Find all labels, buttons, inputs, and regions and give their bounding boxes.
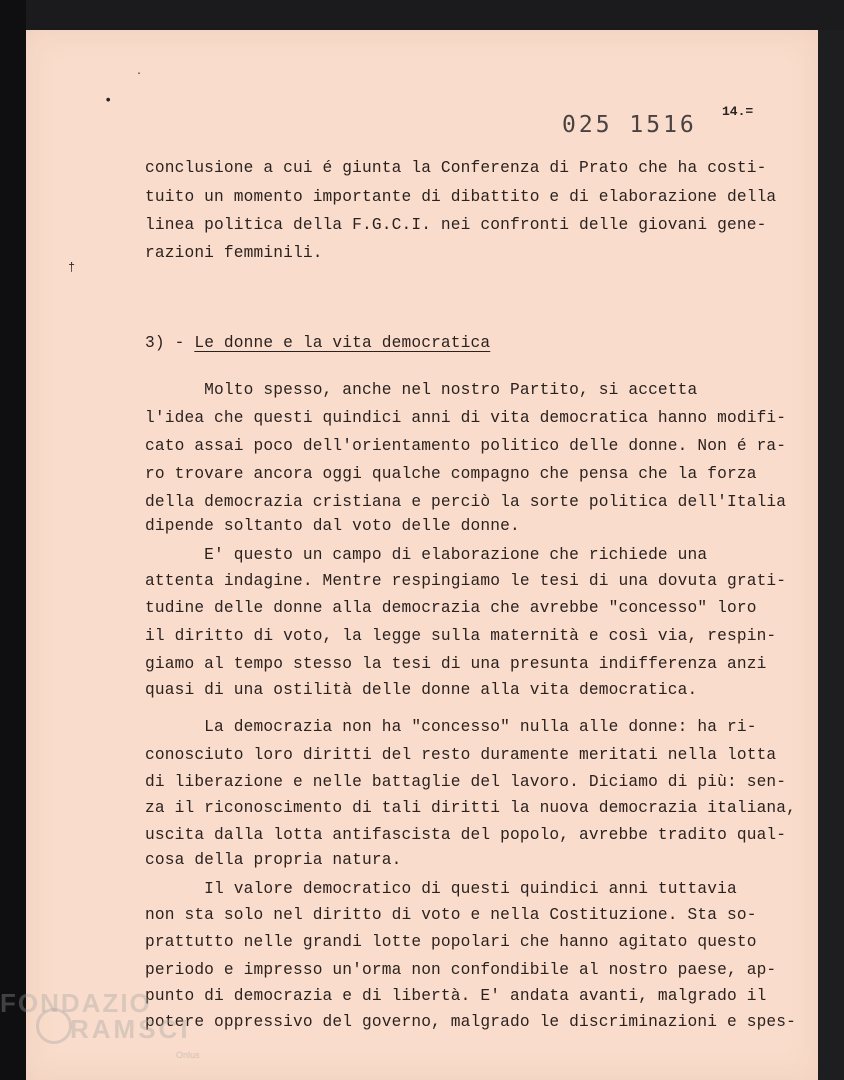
text-line: periodo e impresso un'orma non confondibile al nostro paese, ap-: [145, 961, 777, 979]
text-line: cato assai poco dell'orientamento politico delle donne. Non é ra-: [145, 437, 787, 455]
text-line: il diritto di voto, la legge sulla maternità e così via, respin-: [145, 627, 777, 645]
text-line: uscita dalla lotta antifascista del popolo, avrebbe tradito qual-: [145, 826, 787, 844]
text-line: punto di democrazia e di libertà. E' andata avanti, malgrado il: [145, 987, 767, 1005]
section-title: Le donne e la vita democratica: [194, 334, 491, 352]
text-line: Il valore democratico di questi quindici anni tuttavia: [145, 880, 737, 898]
section-number: 3) -: [145, 334, 195, 352]
margin-mark: †: [68, 261, 76, 275]
watermark-fondazione: FONDAZIO: [0, 988, 152, 1018]
text-line: quasi di una ostilità delle donne alla vita democratica.: [145, 681, 698, 699]
text-line: attenta indagine. Mentre respingiamo le tesi di una dovuta grati-: [145, 572, 787, 590]
text-line: non sta solo nel diritto di voto e nella Costituzione. Sta so-: [145, 906, 757, 924]
text-line: della democrazia cristiana e perciò la sorte politica dell'Italia: [145, 493, 787, 511]
ink-dot-mark: •: [104, 93, 113, 109]
text-line: prattutto nelle grandi lotte popolari che hanno agitato questo: [145, 933, 757, 951]
text-line: Molto spesso, anche nel nostro Partito, si accetta: [145, 381, 698, 399]
text-line: conosciuto loro diritti del resto duramente meritati nella lotta: [145, 746, 777, 764]
text-line: l'idea che questi quindici anni di vita democratica hanno modifi-: [145, 409, 787, 427]
watermark-onlus: Onlus: [176, 1050, 200, 1060]
text-line: potere oppressivo del governo, malgrado le discriminazioni e spes-: [145, 1013, 797, 1031]
text-line: linea politica della F.G.C.I. nei confronti delle giovani gene-: [145, 216, 767, 234]
page-number: 14.=: [722, 104, 754, 119]
text-line: cosa della propria natura.: [145, 851, 402, 869]
text-line: ro trovare ancora oggi qualche compagno che pensa che la forza: [145, 465, 757, 483]
watermark-gramsci: RAMSCI: [70, 1014, 191, 1044]
text-line: tuito un momento importante di dibattito e di elaborazione della: [145, 188, 777, 206]
text-line: La democrazia non ha "concesso" nulla alle donne: ha ri-: [145, 718, 757, 736]
scan-border-right: [818, 30, 844, 1080]
archive-number: 025 1516: [562, 112, 697, 138]
text-line: razioni femminili.: [145, 244, 323, 262]
text-line: tudine delle donne alla democrazia che avrebbe "concesso" loro: [145, 599, 757, 617]
ink-small-dot: ·: [136, 69, 143, 80]
scan-border-left: [0, 0, 26, 1080]
text-line: E' questo un campo di elaborazione che richiede una: [145, 546, 708, 564]
text-line: dipende soltanto dal voto delle donne.: [145, 517, 520, 535]
text-line: di liberazione e nelle battaglie del lavoro. Diciamo di più: sen-: [145, 773, 787, 791]
text-line: za il riconoscimento di tali diritti la nuova democrazia italiana,: [145, 799, 797, 817]
watermark-g-logo-icon: [36, 1008, 72, 1044]
text-line: conclusione a cui é giunta la Conferenza di Prato che ha costi-: [145, 159, 767, 177]
section-heading: [145, 335, 490, 351]
text-line: giamo al tempo stesso la tesi di una presunta indifferenza anzi: [145, 655, 767, 673]
